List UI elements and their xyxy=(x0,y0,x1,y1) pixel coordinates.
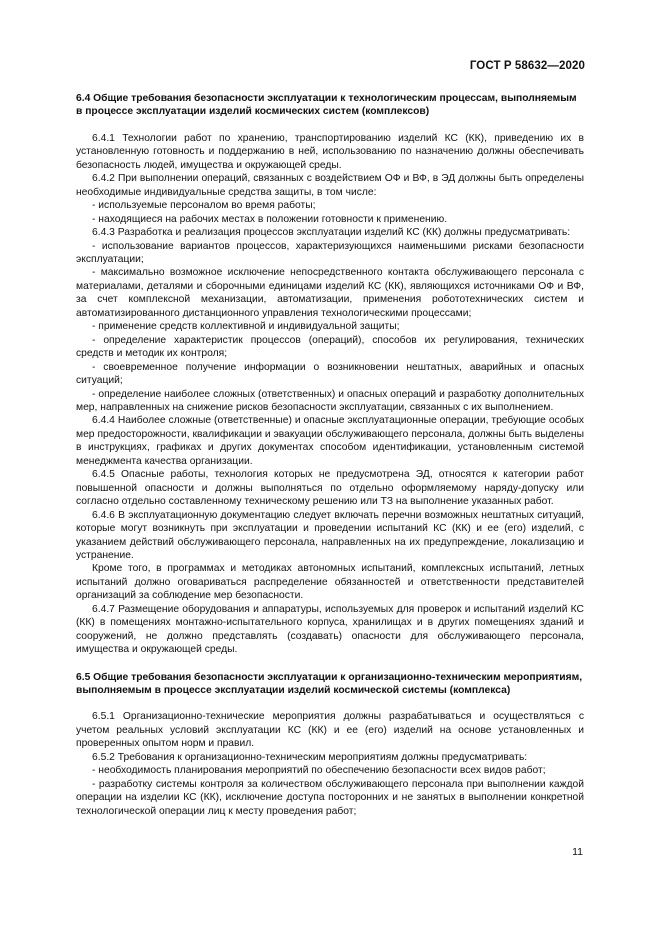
section-title-6-5: 6.5 Общие требования безопасности эксплуатации к организационно-техническим мероприятиям, выполняемым в процессе эксплуатации изделий космической системы (комплекса) xyxy=(76,671,583,697)
section-6-4-body xyxy=(76,132,584,657)
paragraph: 6.4.3 Разработка и реализация процессов эксплуатации изделий КС (КК) должны предусматривать: xyxy=(92,227,571,239)
page-number: 11 xyxy=(572,846,583,858)
paragraph: Кроме того, в программах и методиках автономных испытаний, комплексных испытаний, летных испытаний должно оговариваться распределение обязанностей и ответственности представителей организаций за соблюдение мер безопасности. xyxy=(76,563,584,602)
list-item: - разработку системы контроля за количеством обслуживающего персонала при выполнении каждой операции на изделии КС (КК), исключение доступа посторонних и не занятых в выполнении конкретной технологической операции лиц к месту проведения работ; xyxy=(76,778,584,817)
paragraph: 6.5.1 Организационно-технические мероприятия должны разрабатываться и осуществляться с учетом реальных условий эксплуатации КС (КК) и ее (его) изделий на основе установленных и проверенных опытом норм и правил. xyxy=(76,711,584,750)
paragraph: 6.4.4 Наиболее сложные (ответственные) и опасные эксплуатационные операции, требующие особых мер предосторожности, квалификации и эвакуации обслуживающего персонала, должны быть выделены в инструкциях, графиках и других документах способом идентификации, установленным системой менеджмента качества организации. xyxy=(76,415,584,467)
paragraph: 6.4.1 Технологии работ по хранению, транспортированию изделий КС (КК), приведению их в установленную готовность и поддержанию в ней, использованию по назначению должны обеспечивать безопасность людей, имущества и окружающей среды. xyxy=(76,132,584,171)
section-6-5-body xyxy=(76,710,584,818)
list-item: - используемые персоналом во время работы; xyxy=(92,200,316,212)
section-title-6-4: 6.4 Общие требования безопасности эксплуатации к технологическим процессам, выполняемым в процессе эксплуатации изделий космических систем (комплексов) xyxy=(76,93,577,118)
list-item: - необходимость планирования мероприятий по обеспечению безопасности всех видов работ; xyxy=(92,765,546,777)
paragraph: 6.4.5 Опасные работы, технология которых не предусмотрена ЭД, относятся к категории работ повышенной опасности и должны выполняться по отдельно оформляемому наряду-допуску или согласно отдельно составленному техническому решению или ТЗ на выполнение указанных работ. xyxy=(76,469,584,508)
list-item: - своевременное получение информации о возникновении нештатных, аварийных и опасных ситуаций; xyxy=(76,361,584,387)
paragraph: 6.5.2 Требования к организационно-техническим мероприятиям должны предусматривать: xyxy=(92,751,528,763)
list-item: - максимально возможное исключение непосредственного контакта обслуживающего персонала с материалами, деталями и сборочными единицами изделий КС (КК), являющихся источниками ОФ и ВФ, за счет комплексной механизации, автоматизации, применения робототехнических систем и автоматизированного дистанционного управления технологическими процессами; xyxy=(76,267,584,319)
list-item: - применение средств коллективной и индивидуальной защиты; xyxy=(92,321,400,333)
list-item: - определение наиболее сложных (ответственных) и опасных операций и разработку дополнительных мер, направленных на снижение рисков безопасности эксплуатации, связанных с их выполнением. xyxy=(76,388,584,413)
page-content xyxy=(76,92,584,818)
paragraph: 6.4.6 В эксплуатационную документацию следует включать перечни возможных нештатных ситуаций, которые могут возникнуть при эксплуатации и проведении испытаний КС (КК) и ее (его) изделий, с указанием действий обслуживающего персонала, направленных на их предупреждение, локализацию и устранение. xyxy=(76,509,584,561)
paragraph: 6.4.7 Размещение оборудования и аппаратуры, используемых для проверок и испытаний изделий КС (КК) в помещениях монтажно-испытательного корпуса, хранилищах и в других помещениях зданий и сооружений, не должно представлять (создавать) опасности для обслуживающего персонала, имущества и окружающей среды. xyxy=(76,603,584,656)
document-code: ГОСТ Р 58632—2020 xyxy=(469,60,585,72)
list-item: - определение характеристик процессов (операций), способов их регулирования, технических средств и методик их контроля; xyxy=(76,334,584,360)
paragraph: 6.4.2 При выполнении операций, связанных с воздействием ОФ и ВФ, в ЭД должны быть определены необходимые индивидуальные средства защиты, в том числе: xyxy=(76,173,584,198)
list-item: - находящиеся на рабочих местах в положении готовности к применению. xyxy=(92,213,448,225)
list-item: - использование вариантов процессов, характеризующихся наименьшими рисками безопасности эксплуатации; xyxy=(76,240,584,265)
